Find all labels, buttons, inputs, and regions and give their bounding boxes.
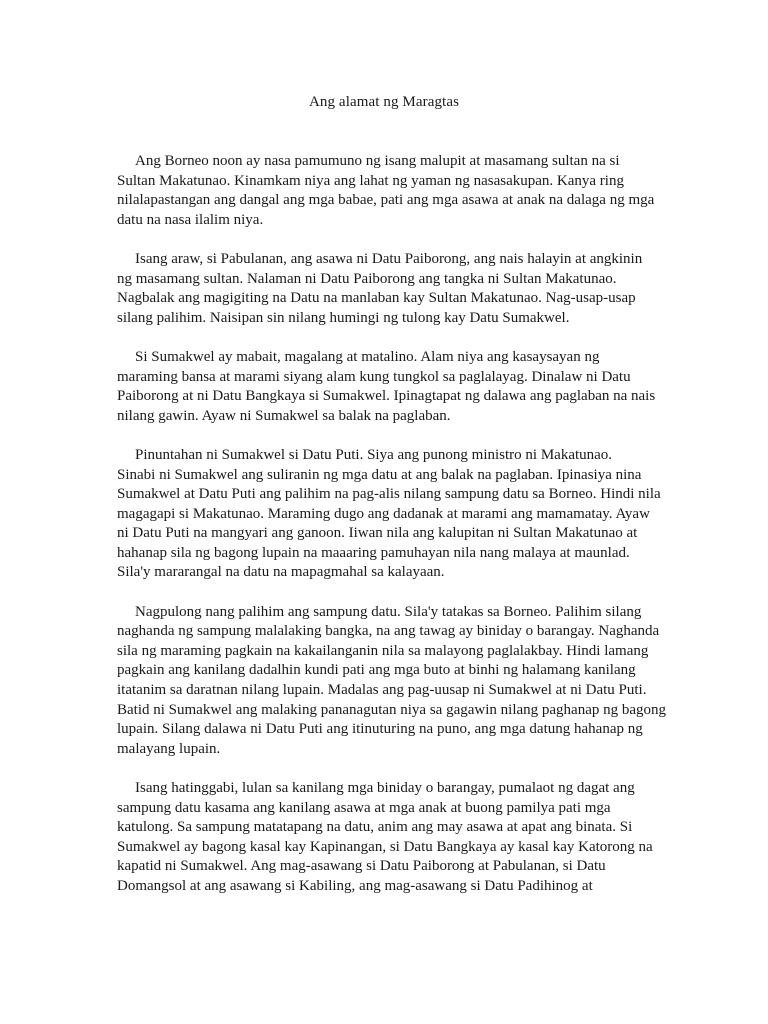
text-line: Batid ni Sumakwel ang malaking pananagutan niya sa gagawin nilang paghanap ng bagong	[117, 701, 667, 718]
paragraph-2	[117, 250, 677, 328]
text-line: Nagpulong nang palihim ang sampung datu. Sila'y tatakas sa Borneo. Palihim silang	[135, 603, 642, 620]
text-line: sampung datu kasama ang kanilang asawa at mga anak at buong pamilya pati mga	[117, 799, 611, 816]
text-line: Ang Borneo noon ay nasa pamumuno ng isang malupit at masamang sultan na si	[135, 153, 620, 169]
text-line: Paiborong at ni Datu Bangkaya si Sumakwel. Ipinagtapat ng dalawa ang paglaban na nais	[117, 388, 656, 405]
text-line: Isang hatinggabi, lulan sa kanilang mga biniday o barangay, pumalaot ng dagat ang	[135, 780, 635, 796]
paragraph-4	[117, 446, 677, 583]
text-line: Si Sumakwel ay mabait, magalang at matalino. Alam niya ang kasaysayan ng	[135, 348, 600, 365]
text-line: katulong. Sa sampung matatapang na datu, anim ang may asawa at apat ang binata. Si	[117, 819, 633, 836]
text-line: nilang gawin. Ayaw ni Sumakwel sa balak na paglaban.	[117, 407, 451, 424]
text-line: Isang araw, si Pabulanan, ang asawa ni Datu Paiborong, ang nais halayin at angkinin	[135, 250, 643, 267]
text-line: hahanap sila ng bagong lupain na maaaring pamuhayan nila nang malaya at maunlad.	[117, 544, 630, 561]
text-line: pagkain ang kanilang dadalhin kundi pati ang mga buto at binhi ng halamang kanilang	[117, 662, 636, 679]
text-line: maraming bansa at marami siyang alam kung tungkol sa paglalayag. Dinalaw ni Datu	[117, 368, 631, 385]
document-title: Ang alamat ng Maragtas	[308, 94, 460, 110]
text-line: naghanda ng sampung malalaking bangka, na ang tawag ay biniday o barangay. Naghanda	[117, 623, 660, 640]
text-line: nilalapastangan ang dangal ang mga babae, pati ang mga asawa at anak na dalaga ng mga	[117, 192, 655, 209]
text-line: Sinabi ni Sumakwel ang suliranin ng mga datu at ang balak na paglaban. Ipinasiya nina	[117, 466, 642, 483]
text-line: Domangsol at ang asawang si Kabiling, ang mag-asawang si Datu Padihinog at	[117, 877, 593, 894]
text-line: ng masamang sultan. Nalaman ni Datu Paiborong ang tangka ni Sultan Makatunao.	[117, 270, 617, 287]
text-line: kapatid ni Sumakwel. Ang mag-asawang si Datu Paiborong at Pabulanan, si Datu	[117, 858, 606, 875]
paragraph-3	[117, 348, 677, 426]
text-line: silang palihim. Naisipan sin nilang humingi ng tulong kay Datu Sumakwel.	[117, 309, 570, 326]
document-body	[117, 152, 677, 916]
text-line: sila ng maraming pagkain na kakailanganin nila sa malayong paglalakbay. Hindi lamang	[117, 642, 649, 659]
text-line: malayang lupain.	[117, 740, 221, 757]
text-line: lupain. Silang dalawa ni Datu Puti ang itinuturing na puno, ang mga datung hahanap ng	[117, 721, 643, 738]
text-line: Sumakwel ay bagong kasal kay Kapinangan, si Datu Bangkaya ay kasal kay Katorong na	[117, 838, 653, 855]
paragraph-1	[117, 152, 677, 230]
text-line: Nagbalak ang magigiting na Datu na manlaban kay Sultan Makatunao. Nag-usap-usap	[117, 290, 636, 307]
text-line: Pinuntahan ni Sumakwel si Datu Puti. Siya ang punong ministro ni Makatunao.	[135, 446, 613, 463]
text-line: datu na nasa ilalim niya.	[117, 211, 264, 228]
text-line: Sumakwel at Datu Puti ang palihim na pag-alis nilang sampung datu sa Borneo. Hindi nila	[117, 486, 661, 503]
text-line: Sila'y mararangal na datu na mapagmahal sa kalayaan.	[117, 564, 445, 581]
text-line: Sultan Makatunao. Kinamkam niya ang lahat ng yaman ng nasasakupan. Kanya ring	[117, 172, 624, 189]
text-line: ni Datu Puti na mangyari ang ganoon. Iiwan nila ang kalupitan ni Sultan Makatunao at	[117, 525, 638, 542]
text-line: itatanim sa daratnan nilang lupain. Madalas ang pag-uusap ni Sumakwel at ni Datu Puti.	[117, 682, 647, 699]
paragraph-5	[117, 603, 677, 760]
text-line: magagapi si Makatunao. Maraming dugo ang dadanak at marami ang mamamatay. Ayaw	[117, 505, 650, 522]
paragraph-6	[117, 779, 677, 897]
